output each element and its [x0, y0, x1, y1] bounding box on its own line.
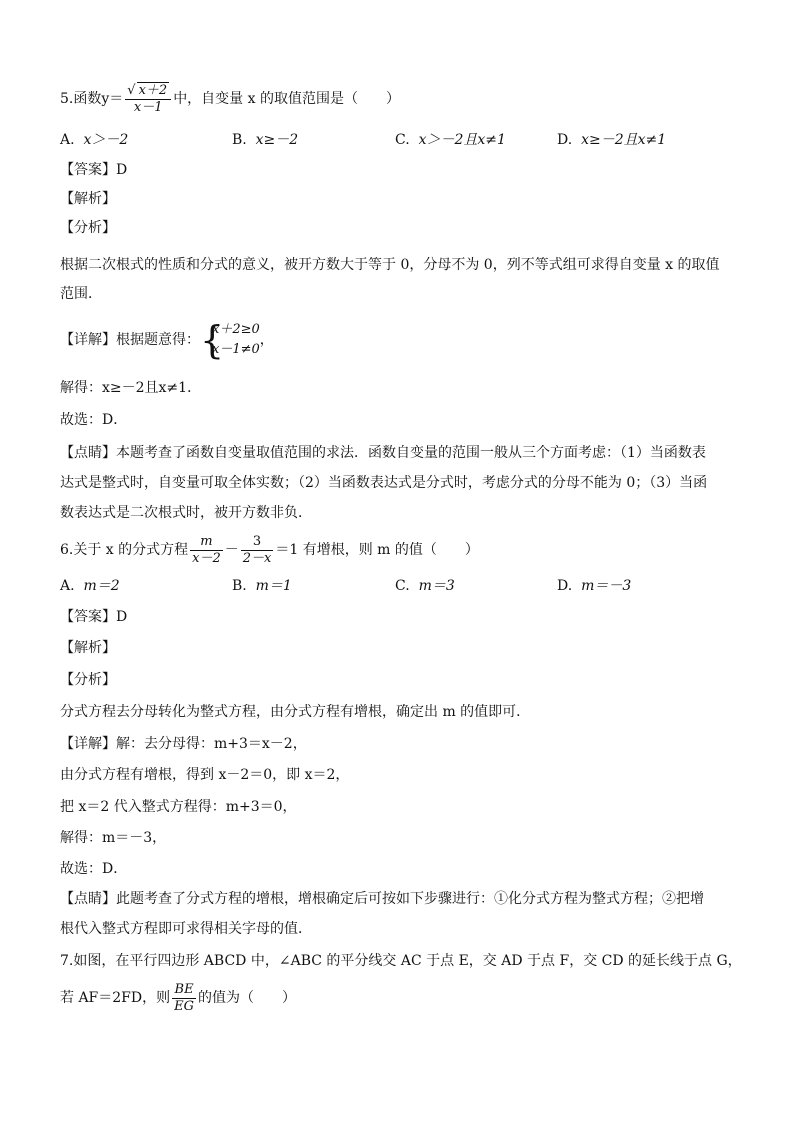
q7-fraction: [172, 982, 196, 1015]
q6-frac2-num: 3: [241, 534, 274, 551]
q7-frac-den: EG: [174, 998, 194, 1014]
q5-fenxi-heading: 【分析】: [60, 220, 116, 236]
q6-frac1-den: x－2: [192, 550, 221, 566]
q6-jiexi-heading: 【解析】: [60, 640, 116, 656]
q6-stem-suffix: ＝1 有增根，则 m 的值（ ）: [275, 542, 479, 558]
q6-detail-line4: 解得：m＝－3，: [60, 830, 167, 846]
q5-detail: [60, 318, 274, 362]
q6-detail-line2: 由分式方程有增根，得到 x－2＝0，即 x＝2，: [60, 767, 350, 783]
q6-comment-line2: 根代入整式方程即可求得相关字母的值．: [60, 921, 312, 937]
q7-stem-line2: [60, 978, 296, 1018]
q7-stem-line1: 7.如图，在平行四边形 ABCD 中，∠ABC 的平分线交 AC 于点 E，交 AD 于点 F，交 CD 的延长线于点 G，: [60, 953, 742, 969]
option-letter: B.: [232, 578, 247, 594]
q6-detail-line3: 把 x＝2 代入整式方程得：m+3＝0，: [60, 799, 297, 815]
option-letter: C.: [395, 132, 410, 148]
q6-minus: －: [224, 542, 239, 558]
system-row-1: x＋2≥0: [212, 322, 260, 337]
q5-option-c: [395, 130, 506, 150]
q6-choose: 故选：D．: [60, 861, 128, 877]
q6-frac2-den: 2－x: [242, 550, 272, 566]
q5-frac-den: x－1: [133, 100, 163, 115]
q6-stem-prefix: 6.关于 x 的分式方程: [60, 542, 189, 558]
option-letter: B.: [232, 132, 247, 148]
q5-frac-num: x＋2: [138, 83, 168, 98]
system-row-2: x－1≠0: [212, 342, 260, 357]
option-text: m＝1: [255, 578, 292, 594]
q6-fraction-2: [241, 534, 274, 567]
option-letter: C.: [395, 578, 410, 594]
q5-solve: 解得：x≥－2且x≠1．: [60, 380, 202, 396]
option-text: x≥－2且x≠1: [581, 132, 667, 148]
q7-stem-suffix: 的值为（ ）: [198, 990, 296, 1006]
q6-option-b: [232, 576, 292, 596]
q6-answer: 【答案】D: [60, 609, 128, 625]
q5-system-suffix: ，: [259, 332, 274, 348]
q6-option-a: [60, 576, 120, 596]
q6-detail-line1: 【详解】解：去分母得：m+3＝x－2，: [60, 736, 307, 752]
q6-analysis-line1: 分式方程去分母转化为整式方程，由分式方程有增根，确定出 m 的值即可．: [60, 704, 531, 720]
q5-stem-suffix: 中，自变量 x 的取值范围是（ ）: [173, 91, 400, 107]
q5-answer: 【答案】D: [60, 162, 128, 178]
q6-comment-line1: 【点睛】此题考查了分式方程的增根，增根确定后可按如下步骤进行：①化分式方程为整式方程；②把增: [60, 891, 704, 907]
left-brace: {: [200, 318, 225, 362]
q5-analysis-line2: 范围．: [60, 286, 102, 302]
q6-option-c: [395, 576, 455, 596]
q5-comment-line1: 【点睛】本题考查了函数自变量取值范围的求法．函数自变量的范围一般从三个方面考虑：（1）当函数表: [60, 445, 706, 461]
option-letter: A.: [60, 132, 75, 148]
option-letter: A.: [60, 578, 75, 594]
q5-stem: [60, 82, 400, 116]
q6-stem: [60, 530, 479, 570]
q6-option-d: [557, 576, 631, 596]
q6-fraction-1: [190, 534, 223, 567]
q5-jiexi-heading: 【解析】: [60, 191, 116, 207]
q5-comment-line3: 数表达式是二次根式时，被开方数非负．: [60, 505, 312, 521]
q5-stem-prefix: 5.函数y＝: [60, 91, 124, 107]
option-text: m＝3: [418, 578, 455, 594]
option-text: x＞－2且x≠1: [418, 132, 506, 148]
q5-option-a: [60, 130, 128, 150]
q5-option-b: [232, 130, 298, 150]
q5-option-d: [557, 130, 666, 150]
option-text: x＞－2: [83, 132, 129, 148]
q5-inequality-system: [200, 320, 260, 360]
q5-detail-prefix: 【详解】根据题意得：: [60, 332, 200, 348]
q5-comment-line2: 达式是整式时，自变量可取全体实数；（2）当函数表达式是分式时，考虑分式的分母不能为 0；（3）当函: [60, 475, 708, 491]
option-text: x≥－2: [255, 132, 299, 148]
sqrt-sign: √: [127, 83, 136, 98]
q7-frac-num: BE: [172, 982, 196, 999]
option-text: m＝2: [83, 578, 120, 594]
option-letter: D.: [557, 578, 573, 594]
q7-stem-prefix: 若 AF＝2FD，则: [60, 990, 171, 1006]
q5-fraction: [125, 82, 171, 116]
q5-analysis-line1: 根据二次根式的性质和分式的意义，被开方数大于等于 0，分母不为 0，列不等式组可求得自变量 x 的取值: [60, 257, 720, 273]
q5-choose: 故选：D．: [60, 412, 128, 428]
q6-frac1-num: m: [190, 534, 223, 551]
option-letter: D.: [557, 132, 573, 148]
option-text: m＝－3: [581, 578, 632, 594]
q6-fenxi-heading: 【分析】: [60, 672, 116, 688]
